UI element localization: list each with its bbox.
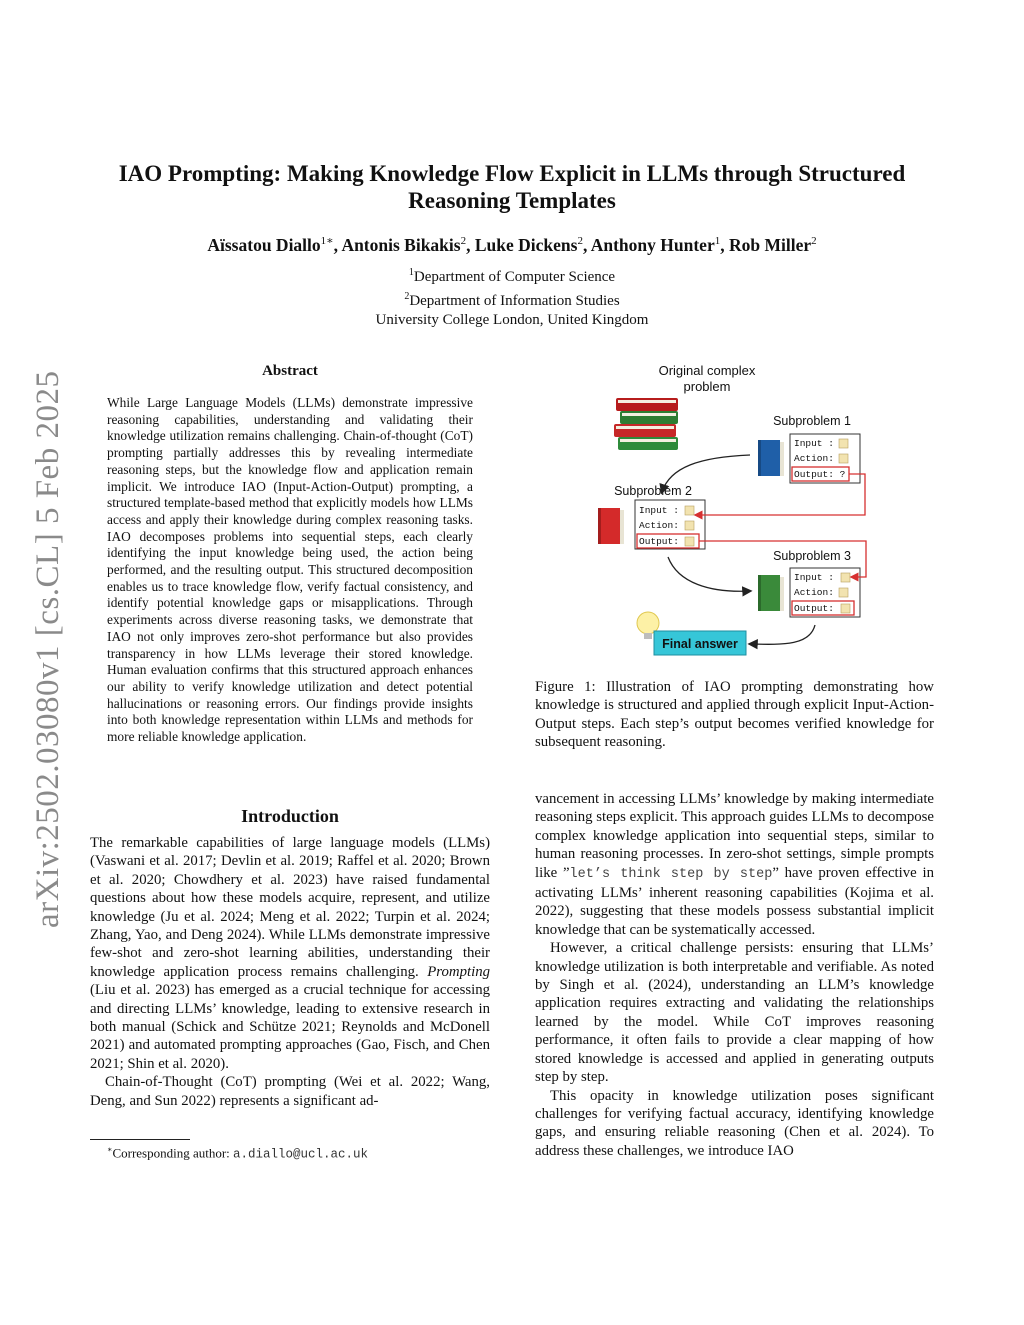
intro-paragraph-1: The remarkable capabilities of large language models (LLMs) (Vaswani et al. 2017; Devlin et al. 2019; Raffel et al. 2020; Brown et al. 2020; Chowdhery et al. 2023) have raised fundamental questions about how these models acquire, represent, and utilize knowledge (Ju et al. 2024; Meng et al. 2022; Turpin et al. 2024; Zhang, Yao, and Deng 2024). While LLMs demonstrate impressive few-shot and zero-shot learning abilities, understanding their knowledge application process remains challenging. Prompting (Liu et al. 2023) has emerged as a crucial technique for accessing and directing LLMs’ knowledge, leading to extensive research in both manual (Schick and Schütze 2021; Reynolds and McDonell 2021) and automated prompting approaches (Gao, Fisch, and Chen 2021; Shin et al. 2020).	[90, 835, 490, 1072]
iao-input-2: Input :	[639, 505, 679, 516]
book-icon-red	[598, 508, 624, 544]
author-list: Aïssatou Diallo$^{1∗}$, Antonis Bikakis$^2$, Luke Dickens$^2$, Anthony Hunter$^1$, Rob Miller$^2$	[207, 234, 817, 255]
subproblem-2-label: Subproblem 2	[614, 484, 692, 498]
figure-label-original-problem: Original complex	[658, 363, 756, 378]
figure-1-caption: Figure 1: Illustration of IAO prompting demonstrating how knowledge is structured and applied through explicit Input-Action-Output steps. Each step’s output becomes verified knowledge for subsequent reasoning.	[535, 679, 934, 751]
paper-title: IAO Prompting: Making Knowledge Flow Explicit in LLMs through Structured Reasoning Templates	[118, 161, 906, 213]
iao-input-3: Input :	[794, 572, 834, 583]
iao-action-2: Action:	[639, 520, 679, 531]
note-icon	[685, 506, 694, 515]
intro-paragraph-3: However, a critical challenge persists: ensuring that LLMs’ knowledge utilization is both interpretable and verifiable. As noted by Singh et al. (2024), understanding an LLM’s knowledge application requires extracting and validating the relationships learned by the model. While CoT improves reasoning performance, it often fails to provide a clear mapping of how stored knowledge is accessed and applied in generating outputs step by step.	[535, 940, 934, 1086]
author-name: Anthony Hunter	[590, 234, 715, 255]
author-affil-mark: 1	[714, 235, 721, 247]
note-icon	[841, 604, 850, 613]
subproblem-1-label: Subproblem 1	[773, 414, 851, 428]
subproblem-3-label: Subproblem 3	[773, 549, 851, 563]
book-icon-blue	[758, 440, 784, 476]
author-name: Rob Miller	[728, 234, 812, 255]
abstract-heading: Abstract	[262, 363, 318, 379]
iao-diagram	[590, 355, 890, 665]
affiliation-university: University College London, United Kingdom	[375, 312, 649, 328]
affiliation-2: $^2$Department of Information Studies	[404, 291, 620, 309]
note-icon	[839, 439, 848, 448]
intro-paragraph-4: This opacity in knowledge utilization poses significant challenges for verifying factual accuracy, identifying knowledge gaps, and ensuring reliable reasoning (Chen et al. 2024). To address these challenges, we introduce IAO	[535, 1087, 934, 1159]
figure-1	[590, 355, 890, 665]
iao-action-3: Action:	[794, 587, 834, 598]
sequence-arrow-3-to-final	[750, 625, 815, 644]
introduction-heading: Introduction	[241, 806, 339, 826]
introduction-right-column	[535, 790, 934, 1160]
footnote: ∗Corresponding author: a.diallo@ucl.ac.uk	[107, 1145, 369, 1162]
iao-action-1: Action:	[794, 453, 834, 464]
iao-output-1: Output: ?	[794, 469, 846, 480]
figure-label-problem: problem	[683, 379, 731, 394]
author-affil-mark: 2	[577, 235, 583, 247]
note-icon	[839, 588, 848, 597]
final-answer-label: Final answer	[662, 637, 738, 651]
intro-paragraph-2: Chain-of-Thought (CoT) prompting (Wei et al. 2022; Wang, Deng, and Sun 2022) represents a significant ad-	[90, 1074, 490, 1109]
book-icon-green	[758, 575, 784, 611]
affiliations	[90, 263, 934, 330]
sequence-arrow-2-to-3	[668, 557, 750, 591]
footnote-rule	[90, 1139, 190, 1140]
author-name: Antonis Bikakis	[341, 234, 461, 255]
note-icon	[685, 537, 694, 546]
author-affil-mark: 1∗	[320, 235, 334, 247]
abstract-text: While Large Language Models (LLMs) demonstrate impressive reasoning capabilities, understanding and validating their knowledge utilization remains challenging. Chain-of-thought (CoT) prompting partially addresses this by revealing intermediate reasoning steps, but the knowledge flow and application remain implicit. We introduce IAO (Input-Action-Output) prompting, a structured template-based method that explicitly models how LLMs access and apply their knowledge during complex reasoning tasks. IAO decomposes problems into sequential steps, each clearly identifying the input knowledge being used, the action being performed, and the resulting output. This structured decomposition enables us to trace knowledge flow, verify factual consistency, and identify potential knowledge gaps or misapplications. Through experiments across diverse reasoning tasks, we demonstrate that IAO not only improves zero-shot performance but also provides transparency in how LLMs leverage their stored knowledge. Human evaluation confirms that this structured approach enhances our ability to verify knowledge utilization and detect potential hallucinations or reasoning errors. Our findings provide insights into both knowledge representation within LLMs and methods for more reliable knowledge application.	[107, 395, 473, 745]
footnote-email: a.diallo@ucl.ac.uk	[233, 1147, 369, 1162]
author-affil-mark: 2	[811, 235, 817, 247]
author-name: Aïssatou Diallo	[207, 234, 321, 255]
book-stack-icon	[614, 398, 678, 450]
iao-output-3: Output:	[794, 603, 834, 614]
note-icon	[841, 573, 850, 582]
note-icon	[839, 454, 848, 463]
code-prompt: let’s think step by step	[569, 866, 773, 882]
introduction-left-column	[90, 834, 490, 1110]
author-name: Luke Dickens	[474, 234, 578, 255]
iao-output-2: Output:	[639, 536, 679, 547]
iao-input-1: Input :	[794, 438, 834, 449]
arxiv-identifier: arXiv:2502.03080v1 [cs.CL] 5 Feb 2025	[30, 370, 66, 928]
note-icon	[685, 521, 694, 530]
intro-paragraph-2-continued: vancement in accessing LLMs’ knowledge by making intermediate reasoning steps explicit. This approach guides LLMs to decompose complex knowledge application into sequential steps, similar to human reasoning processes. In zero-shot settings, simple prompts like ”let’s think step by step” have proven effective in activating LLMs’ inherent reasoning capabilities (Kojima et al. 2022), suggesting that these models possess substantial implicit knowledge that can be systematically accessed.	[535, 791, 935, 938]
affiliation-1: $^1$Department of Computer Science	[408, 267, 616, 285]
author-affil-mark: 2	[460, 235, 467, 247]
